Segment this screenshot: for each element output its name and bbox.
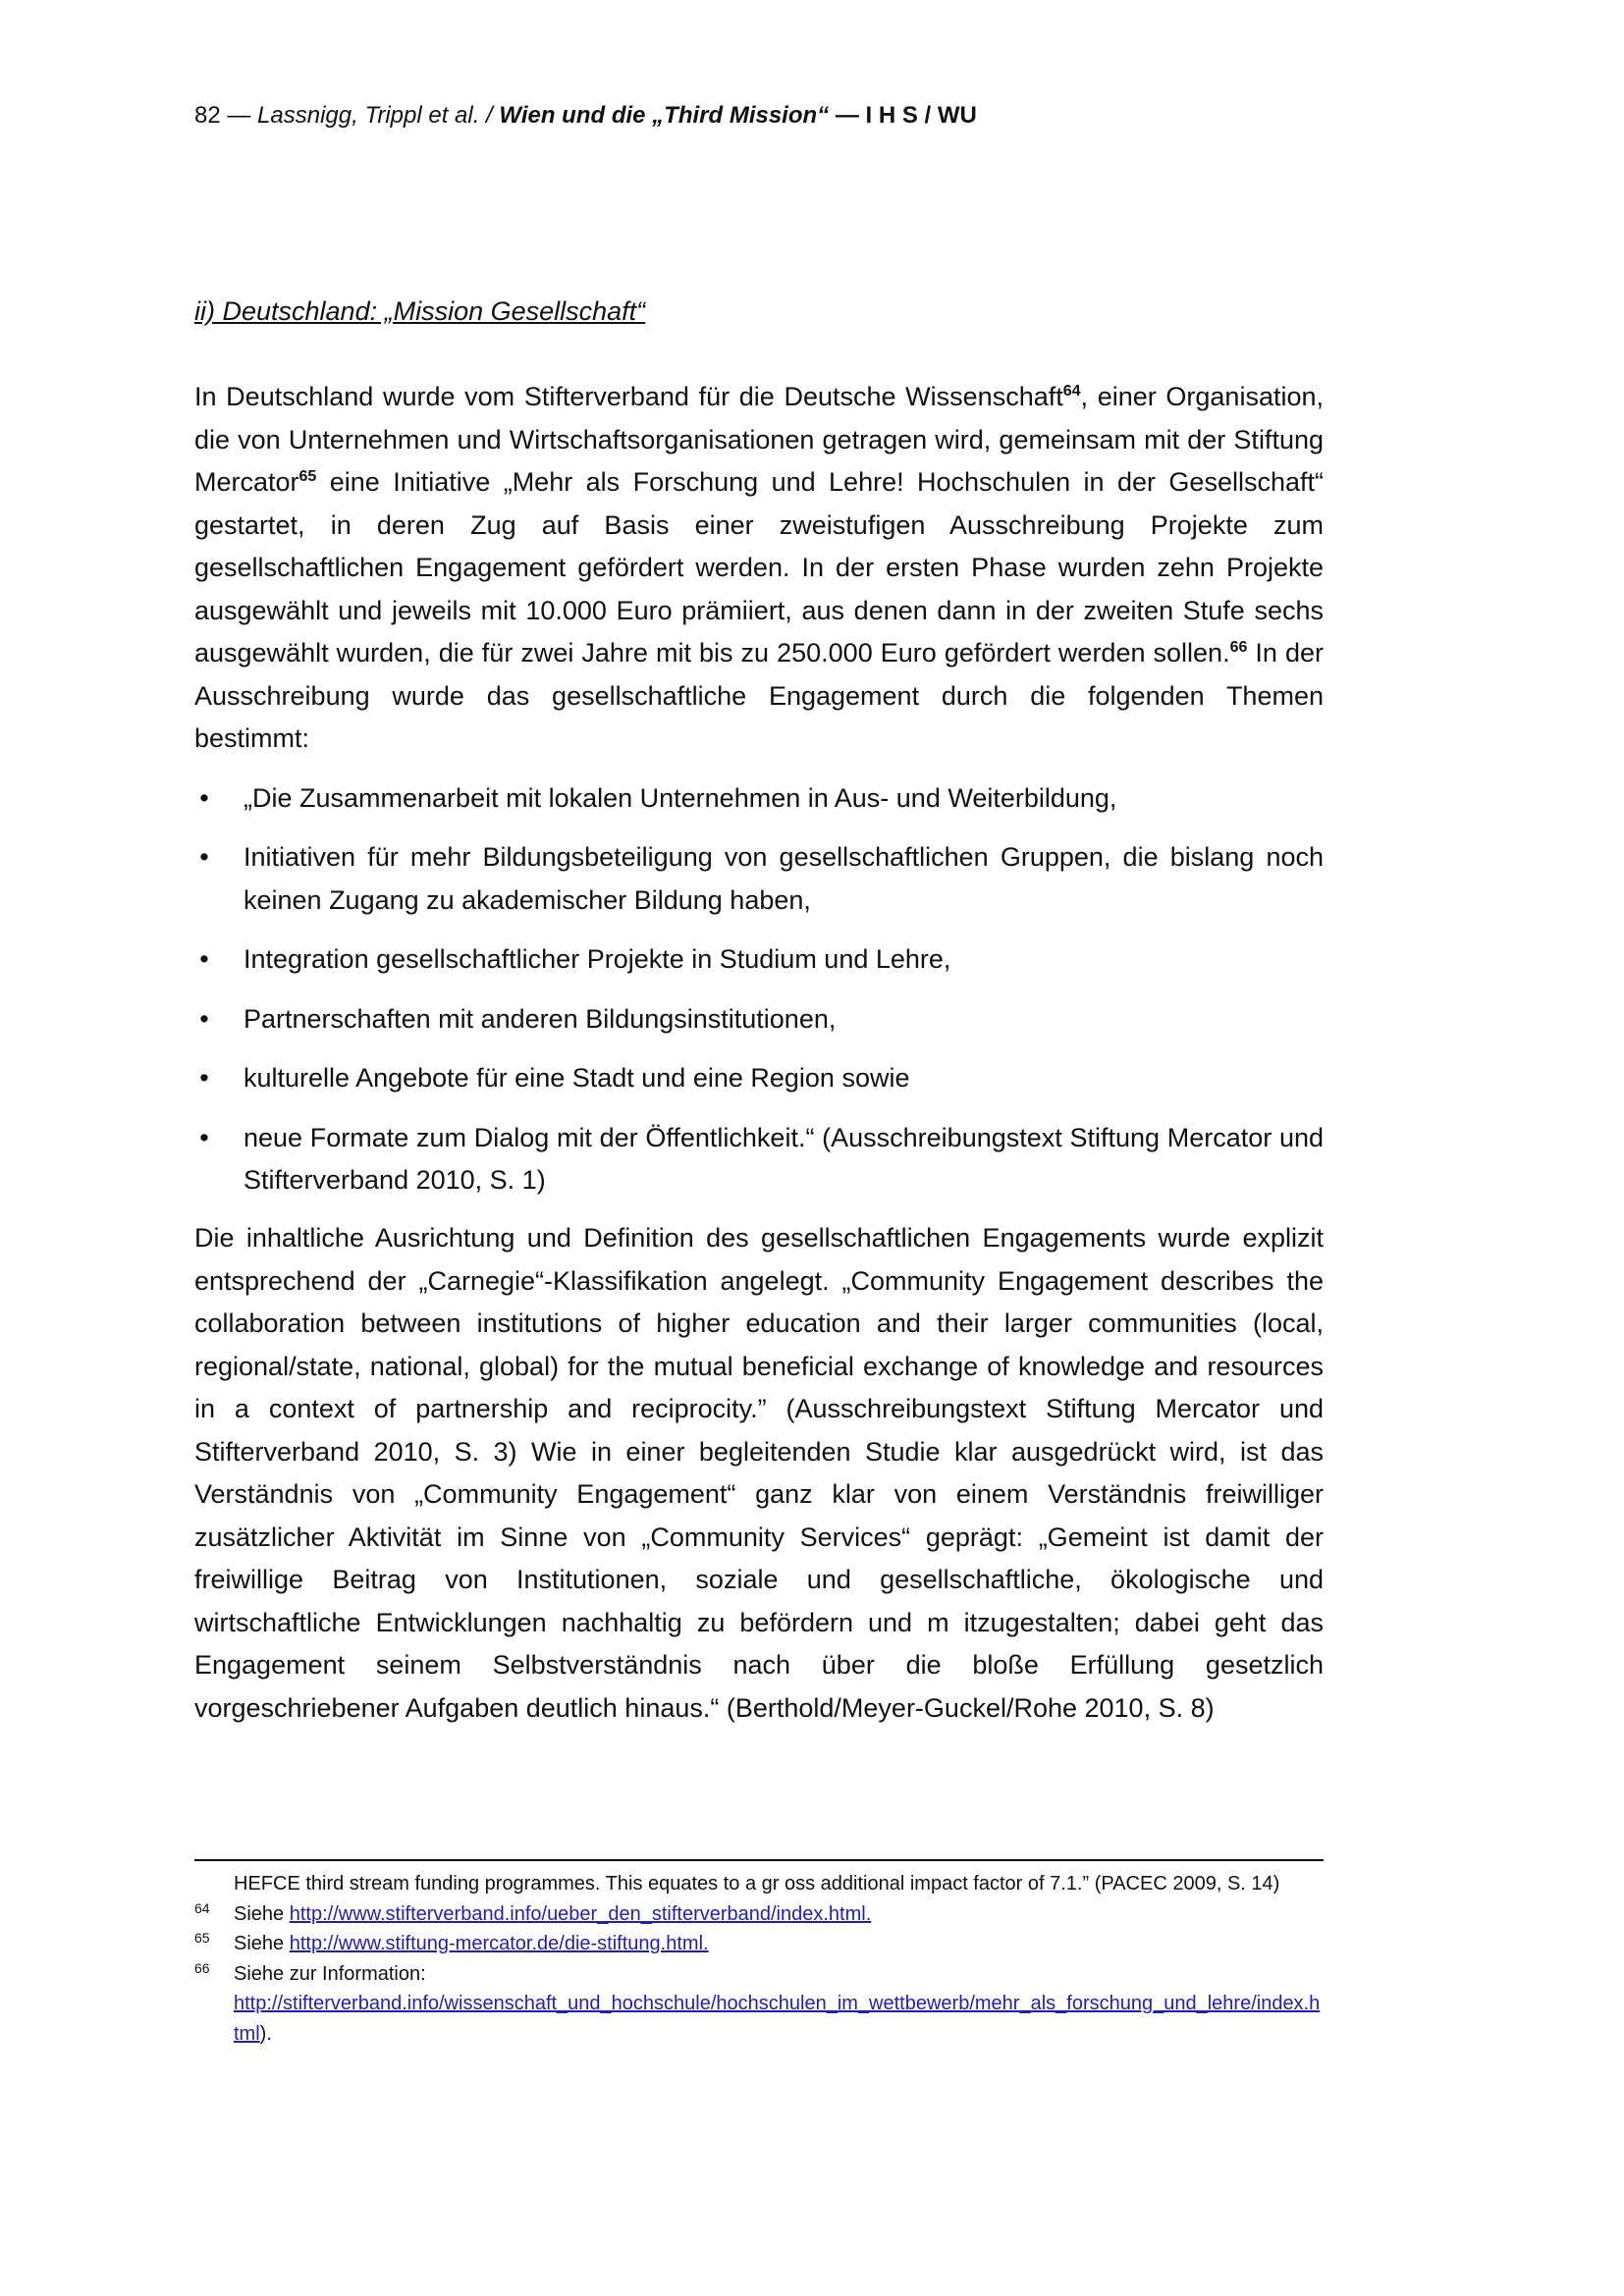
footnote-ref-65[interactable]: 65 <box>298 468 317 485</box>
bullet-icon: • <box>199 842 209 872</box>
list-item <box>194 1057 1324 1100</box>
section-heading: ii) Deutschland: „Mission Gesellschaft“ <box>194 296 646 326</box>
footnote-text-after: ). <box>259 2022 272 2045</box>
header-org: — I H S / WU <box>835 102 977 129</box>
list-item <box>194 1117 1324 1202</box>
bullet-icon: • <box>199 782 209 813</box>
bullet-icon: • <box>199 944 209 974</box>
footnote-continuation: HEFCE third stream funding programmes. This equates to a gr oss additional impact factor of 7.1.” (PACEC 2009, S. 14) <box>234 1873 1280 1895</box>
paragraph-text: , einer Organisation, die von Unternehmen und Wirtschaftsorganisationen getragen wird, gemeinsam mit der Stiftung Mercator <box>194 382 1324 497</box>
header-authors: Lassnigg, Trippl et al. / <box>257 102 493 129</box>
footnote-66 <box>194 1959 1324 2050</box>
footnote-link-hochschulen[interactable]: http://stifterverband.info/wissenschaft_und_hochschule/hochschulen_im_wettbewerb/mehr_als_forschung_und_lehre/index.html <box>234 1993 1321 2045</box>
body-block-2 <box>194 1217 1324 1730</box>
bullet-icon: • <box>199 1063 209 1093</box>
footnote-text: Siehe zur Information: <box>234 1962 426 1985</box>
footnote-divider <box>194 1859 1324 1861</box>
paragraph-text: In der Ausschreibung wurde das gesellschaftliche Engagement durch die folgenden Themen bestimmt: <box>194 638 1324 753</box>
theme-bullet-list <box>194 777 1324 1202</box>
footnote-64 <box>194 1899 1324 1930</box>
footnote-number: 64 <box>194 1899 210 1916</box>
footnote-link-stifterverband[interactable]: http://www.stifterverband.info/ueber_den_stifterverband/index.html. <box>289 1902 872 1925</box>
footnote-number: 66 <box>194 1959 210 1976</box>
footnote-65 <box>194 1929 1324 1959</box>
list-item-text: „Die Zusammenarbeit mit lokalen Unternehmen in Aus- und Weiterbildung, <box>244 782 1117 813</box>
footnote-text: Siehe <box>234 1933 290 1954</box>
list-item-text: kulturelle Angebote für eine Stadt und eine Region sowie <box>244 1063 910 1093</box>
list-item-text: Initiativen für mehr Bildungsbeteiligung von gesellschaftlichen Gruppen, die bislang noch keinen Zugang zu akademischer Bildung haben, <box>244 842 1324 915</box>
footnote-link-mercator[interactable]: http://www.stiftung-mercator.de/die-stiftung.html. <box>289 1933 709 1954</box>
list-item <box>194 998 1324 1041</box>
header-page-number: 82 — <box>194 102 251 129</box>
paragraph-carnegie: Die inhaltliche Ausrichtung und Definition des gesellschaftlichen Engagements wurde explizit entsprechend der „Carnegie“-Klassifikation angelegt. „Community Engagement describes the collaboration between institutions of higher education and their larger communities (local, regional/state, national, global) for the mutual beneficial exchange of knowledge and resources in a context of partnership and reciprocity.” (Ausschreibungstext Stiftung Mercator und Stifterverband 2010, S. 3) Wie in einer begleitenden Studie klar ausgedrückt wird, ist das Verständnis von „Community Engagement“ ganz klar von einem Verständnis freiwilliger zusätzlicher Aktivität im Sinne von „Community Services“ geprägt: „Gemeint ist damit der freiwillige Beitrag von Institutionen, soziale und gesellschaftliche, ökologische und wirtschaftliche Entwicklungen nachhaltig zu befördern und m itzugestalten; dabei geht das Engagement seinem Selbstverständnis nach über die bloße Erfüllung gesetzlich vorgeschriebener Aufgaben deutlich hinaus.“ (Berthold/Meyer-Guckel/Rohe 2010, S. 8) <box>194 1223 1324 1723</box>
bullet-icon: • <box>199 1122 209 1152</box>
paragraph-text: In Deutschland wurde vom Stifterverband für die Deutsche Wissenschaft <box>194 382 1063 411</box>
list-item-text: neue Formate zum Dialog mit der Öffentlichkeit.“ (Ausschreibungstext Stiftung Mercator und Stifterverband 2010, S. 1) <box>244 1122 1324 1195</box>
list-item-text: Partnerschaften mit anderen Bildungsinstitutionen, <box>244 1003 837 1034</box>
footnote-ref-64[interactable]: 64 <box>1062 383 1081 400</box>
footnote-ref-66[interactable]: 66 <box>1229 639 1248 656</box>
body-block-1 <box>194 376 1324 1202</box>
header-title: Wien und die „Third Mission“ <box>499 102 830 129</box>
paragraph-text: eine Initiative „Mehr als Forschung und Lehre! Hochschulen in der Gesellschaft“ gestartet, in deren Zug auf Basis einer zweistufigen Ausschreibung Projekte zum gesellschaftlichen Engagement gefördert werden. In der ersten Phase wurden zehn Projekte ausgewählt und jeweils mit 10.000 Euro prämiiert, aus denen dann in der zweiten Stufe sechs ausgewählt wurden, die für zwei Jahre mit bis zu 250.000 Euro gefördert werden sollen. <box>194 467 1324 667</box>
list-item <box>194 836 1324 922</box>
list-item <box>194 777 1324 821</box>
bullet-icon: • <box>199 1003 209 1034</box>
list-item <box>194 938 1324 982</box>
footnotes <box>194 1869 1324 2049</box>
paragraph-intro <box>194 376 1324 761</box>
footnote-text: Siehe <box>234 1902 290 1925</box>
running-header <box>194 102 977 130</box>
list-item-text: Integration gesellschaftlicher Projekte in Studium und Lehre, <box>244 944 951 974</box>
footnote-number: 65 <box>194 1930 210 1946</box>
